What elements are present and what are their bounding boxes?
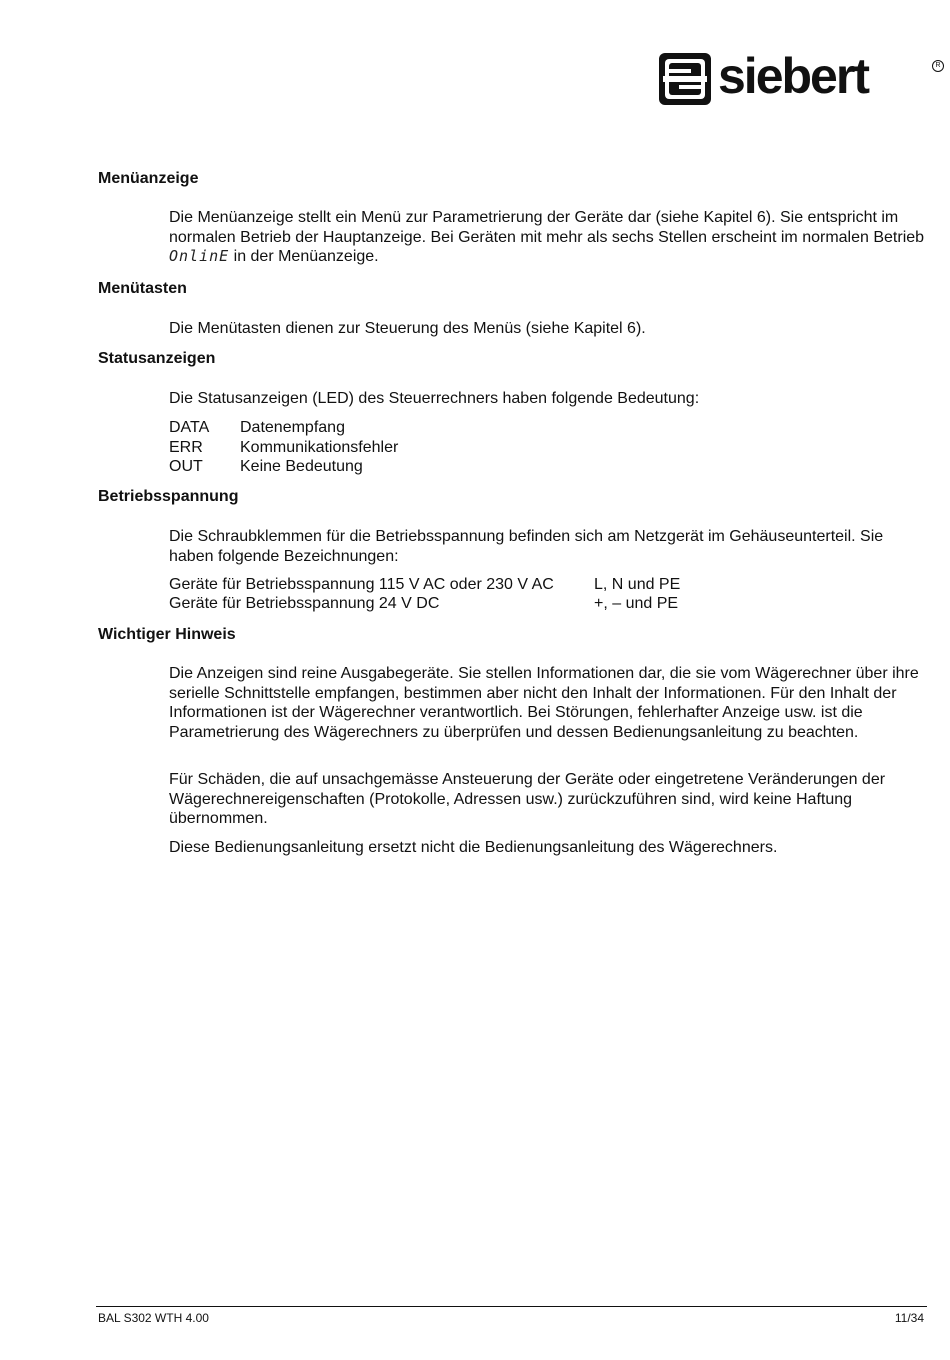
led-code: ERR <box>169 438 203 456</box>
siebert-logo-mark-icon <box>658 52 712 106</box>
voltage-terminals: +, – und PE <box>594 595 679 612</box>
heading-statusanzeigen: Statusanzeigen <box>98 350 216 367</box>
led-meaning: Datenempfang <box>240 419 345 436</box>
footer-page-number: 11/34 <box>894 1311 924 1325</box>
led-row <box>169 438 469 458</box>
registered-mark: R <box>932 60 944 72</box>
led-code: OUT <box>169 458 203 475</box>
heading-betriebsspannung: Betriebsspannung <box>98 488 239 505</box>
paragraph-hinweis-2: Für Schäden, die auf unsachgemässe Ansteuerung der Geräte oder eingetretene Veränderungen der Wägerechnereigenschaften (Protokolle, Adressen usw.) zurückzuführen sind, wird keine Haftung übernommen. <box>169 771 886 827</box>
led-code: DATA <box>169 419 210 436</box>
voltage-device: Geräte für Betriebsspannung 24 V DC <box>169 595 440 612</box>
heading-menutasten: Menütasten <box>98 280 187 297</box>
led-row <box>169 418 469 438</box>
paragraph-hinweis-3: Diese Bedienungsanleitung ersetzt nicht die Bedienungsanleitung des Wägerechners. <box>169 839 778 856</box>
footer-divider <box>96 1306 927 1307</box>
voltage-terminals: L, N und PE <box>594 576 681 593</box>
paragraph-betriebsspannung-intro: Die Schraubklemmen für die Betriebsspannung befinden sich am Netzgerät im Gehäuseunterteil. Sie haben folgende Bezeichnungen: <box>169 528 884 565</box>
footer-doc-id: BAL S302 WTH 4.00 <box>98 1311 209 1325</box>
paragraph-hinweis-1: Die Anzeigen sind reine Ausgabegeräte. Sie stellen Informationen dar, die sie vom Wägerechner über ihre serielle Schnittstelle empfangen, bestimmen aber nicht den Inhalt der Informationen. Für den Inhalt der Informationen ist der Wägerechner verantwortlich. Bei Störungen, fehlerhafter Anzeige usw. ist die Parametrierung des Wägerechners zu überprüfen und dessen Bedienungsanleitung zu beachten. <box>169 665 919 741</box>
siebert-logo <box>658 48 944 106</box>
led-table <box>169 418 469 477</box>
paragraph-menutasten: Die Menütasten dienen zur Steuerung des Menüs (siehe Kapitel 6). <box>169 320 646 337</box>
logo-wordmark: siebert <box>718 48 868 104</box>
heading-menuanzeige: Menüanzeige <box>98 170 199 187</box>
heading-wichtiger-hinweis: Wichtiger Hinweis <box>98 626 236 643</box>
voltage-row <box>169 575 681 595</box>
lcd-online-word: OnlinE <box>169 247 230 265</box>
paragraph-statusanzeigen-intro: Die Statusanzeigen (LED) des Steuerrechners haben folgende Bedeutung: <box>169 390 700 407</box>
paragraph-menuanzeige <box>169 208 925 267</box>
voltage-device: Geräte für Betriebsspannung 115 V AC oder 230 V AC <box>169 576 554 593</box>
led-row <box>169 457 469 477</box>
menuanzeige-text-before: Die Menüanzeige stellt ein Menü zur Parametrierung der Geräte dar (siehe Kapitel 6). Sie entspricht im normalen Betrieb der Hauptanzeige. Bei Geräten mit mehr als sechs Stellen erscheint im normalen Betrieb <box>169 209 925 246</box>
led-meaning: Keine Bedeutung <box>240 458 363 475</box>
menuanzeige-text-after: in der Menüanzeige. <box>229 248 379 265</box>
voltage-row <box>169 594 679 614</box>
led-meaning: Kommunikationsfehler <box>240 438 399 456</box>
